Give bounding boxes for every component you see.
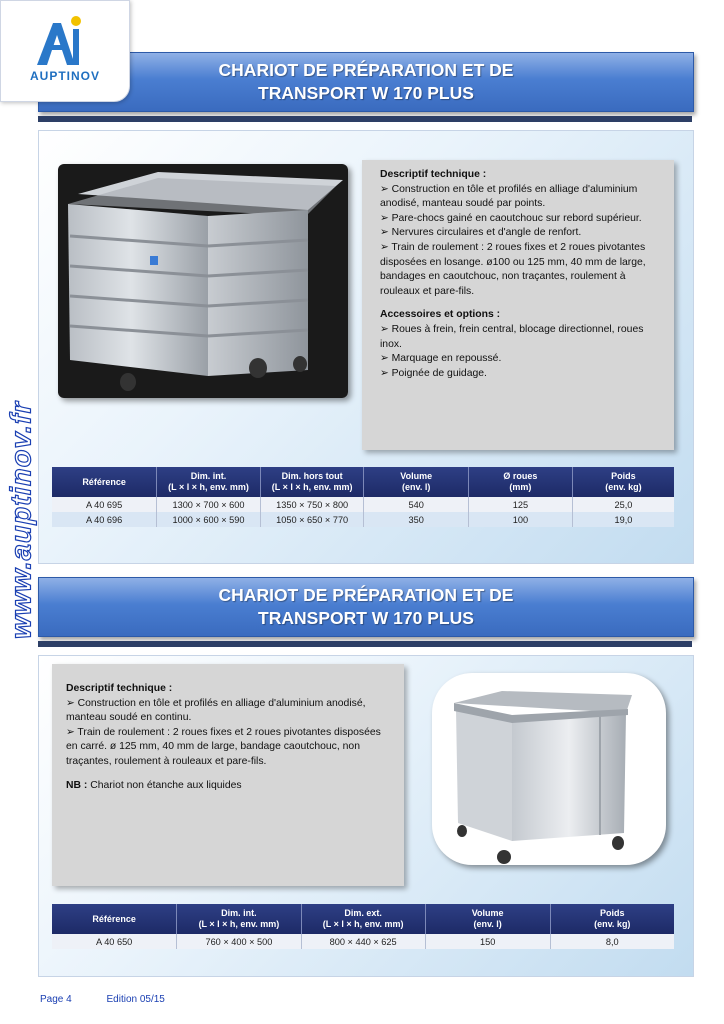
table-cell: 760 × 400 × 500 [177, 934, 301, 949]
section1-acc-item: ➢ Poignée de guidage. [380, 367, 487, 379]
section1-acc-item: ➢ Marquage en repoussé. [380, 353, 502, 365]
chariot-photo-1 [58, 164, 348, 398]
section1-title: CHARIOT DE PRÉPARATION ET DE TRANSPORT W 170 PLUS [218, 60, 514, 103]
section1-desc-heading: Descriptif technique : [380, 169, 487, 180]
section2-desc-heading: Descriptif technique : [66, 683, 173, 694]
table-header: Dim. int. (L × l × h, env. mm) [177, 904, 301, 934]
table-header: Dim. ext. (L × l × h, env. mm) [301, 904, 425, 934]
edition-label: Edition 05/15 [106, 994, 165, 1005]
table-header: Poids (env. kg) [550, 904, 674, 934]
section2-nb-label: NB : [66, 779, 88, 791]
auptinov-logo [0, 0, 130, 102]
chariot-photo-2 [432, 673, 666, 865]
table-row [52, 934, 674, 949]
section1-top-edge [38, 116, 692, 122]
section2-desc-item: ➢ Train de roulement : 2 roues fixes et 2 roues pivotantes disposées en carré. ø 125 mm, 40 mm de large, bandage caoutchouc, non traçantes, roulement à rouleaux et pare-fils. [66, 726, 381, 767]
table-header: Poids (env. kg) [572, 467, 674, 497]
table-cell: 540 [364, 497, 468, 512]
section1-desc-item: ➢ Pare-chocs gainé en caoutchouc sur rebord supérieur. [380, 212, 642, 224]
table-header-row [52, 467, 674, 497]
section1-desc-item: ➢ Construction en tôle et profilés en alliage d'aluminium anodisé, manteau soudé par points. [380, 183, 638, 210]
table-row [52, 512, 674, 527]
section2-description [52, 664, 404, 886]
table-cell: 1300 × 700 × 600 [157, 497, 261, 512]
section1-description [362, 160, 674, 450]
section1-acc-item: ➢ Roues à frein, frein central, blocage directionnel, roues inox. [380, 323, 644, 350]
section2-top-edge [38, 641, 692, 647]
side-url [2, 370, 42, 670]
section2-spec-table [52, 904, 674, 949]
table-header: Dim. int. (L × l × h, env. mm) [157, 467, 261, 497]
table-header: Volume (env. l) [425, 904, 550, 934]
section1-title-bar [38, 52, 694, 112]
table-header: Dim. hors tout (L × l × h, env. mm) [260, 467, 364, 497]
table-header: Référence [52, 904, 177, 934]
section2-title: CHARIOT DE PRÉPARATION ET DE TRANSPORT W 170 PLUS [218, 585, 514, 628]
section1-acc-heading: Accessoires et options : [380, 309, 501, 321]
table-cell: 100 [468, 512, 572, 527]
table-header: Volume (env. l) [364, 467, 468, 497]
table-cell: A 40 696 [52, 512, 157, 527]
chariot-illustration-2 [432, 673, 666, 865]
section1-desc-item: ➢ Nervures circulaires et d'angle de renfort. [380, 227, 582, 239]
section1-desc-item: ➢ Train de roulement : 2 roues fixes et 2 roues pivotantes disposées en losange. ø100 ou 125 mm, 40 mm de large, bandages en caoutchouc, non traçantes, roulement à rouleaux et pare-fils. [380, 241, 646, 297]
page-footer [40, 994, 197, 1005]
table-cell: 125 [468, 497, 572, 512]
section2-desc-item: ➢ Construction en tôle et profilés en alliage d'aluminium anodisé, manteau soudé en continu. [66, 697, 366, 724]
table-header-row [52, 904, 674, 934]
table-cell: 1000 × 600 × 590 [157, 512, 261, 527]
table-cell: 8,0 [550, 934, 674, 949]
table-cell: 25,0 [572, 497, 674, 512]
table-cell: 1350 × 750 × 800 [260, 497, 364, 512]
table-cell: 800 × 440 × 625 [301, 934, 425, 949]
table-cell: A 40 650 [52, 934, 177, 949]
section1-spec-table [52, 467, 674, 527]
side-url-text: www.auptinov.fr [5, 401, 38, 639]
table-cell: 150 [425, 934, 550, 949]
logo-text: AUPTINOV [29, 69, 100, 83]
table-cell: A 40 695 [52, 497, 157, 512]
table-header: Référence [52, 467, 157, 497]
chariot-illustration-1 [58, 164, 348, 398]
logo-mark-icon [31, 15, 99, 67]
table-cell: 350 [364, 512, 468, 527]
section2-title-bar [38, 577, 694, 637]
table-header: Ø roues (mm) [468, 467, 572, 497]
table-cell: 19,0 [572, 512, 674, 527]
page-number: Page 4 [40, 994, 72, 1005]
section2-nb-text: Chariot non étanche aux liquides [87, 779, 242, 791]
table-cell: 1050 × 650 × 770 [260, 512, 364, 527]
table-row [52, 497, 674, 512]
